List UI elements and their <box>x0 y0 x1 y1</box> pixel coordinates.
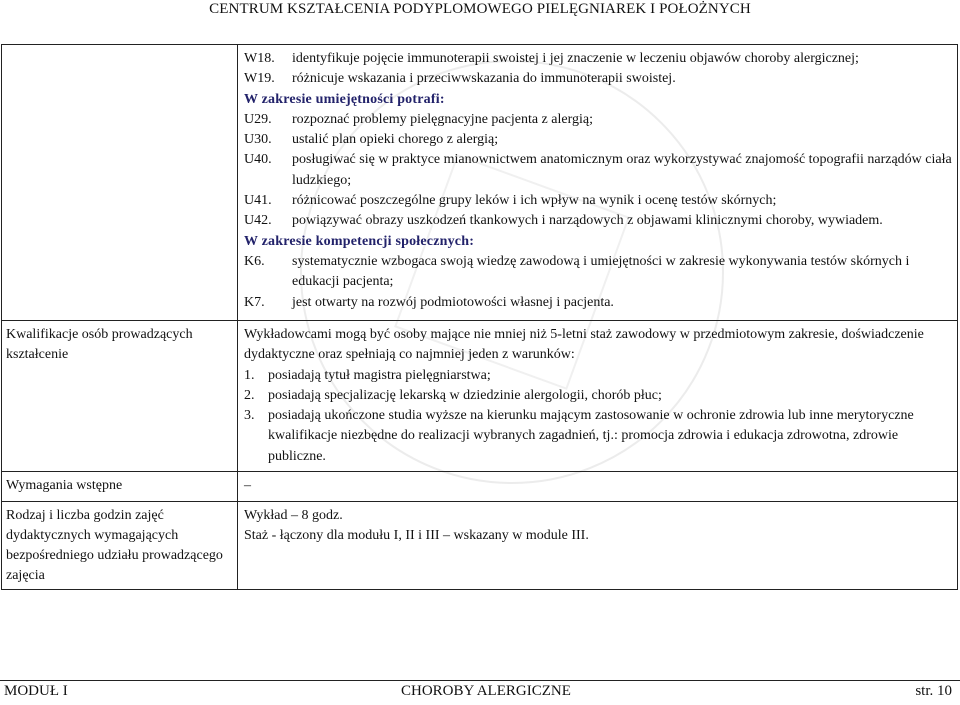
item-code: 3. <box>244 408 255 424</box>
qualifications-row <box>2 321 958 472</box>
item-text: powiązywać obrazy uszkodzeń tkankowych i narządowych z objawami klinicznymi choroby, wywiadem. <box>292 213 883 229</box>
footer-module: MODUŁ I <box>4 683 68 699</box>
skills-list <box>244 110 953 232</box>
social-heading: W zakresie kompetencji społecznych: <box>244 233 475 249</box>
item-text: jest otwarty na rozwój podmiotowości własnej i pacjenta. <box>292 294 614 310</box>
hours-row <box>2 502 958 590</box>
list-item <box>244 406 953 467</box>
hours-lecture: Wykład – 8 godz. <box>244 508 343 524</box>
social-list <box>244 252 953 313</box>
item-code: U40. <box>244 152 272 168</box>
outcomes-label-cell <box>2 45 238 321</box>
list-item <box>244 252 953 293</box>
item-text: różnicuje wskazania i przeciwwskazania do immunoterapii swoistej. <box>292 71 676 87</box>
item-text: posiadają tytuł magistra pielęgniarstwa; <box>268 367 491 383</box>
hours-label: Rodzaj i liczba godzin zajęć dydaktycznych wymagających bezpośredniego udziału prowadzącego zajęcia <box>2 502 238 590</box>
qualifications-intro: Wykładowcami mogą być osoby mające nie mniej niż 5-letni staż zawodowy w przedmiotowym zakresie, doświadczenie dydaktyczne oraz spełniają co najmniej jeden z warunków: <box>244 327 924 363</box>
skills-heading: W zakresie umiejętności potrafi: <box>244 91 445 107</box>
item-code: 1. <box>244 367 255 383</box>
requirements-row <box>2 472 958 502</box>
item-text: ustalić plan opieki chorego z alergią; <box>292 132 499 148</box>
syllabus-table <box>1 44 958 590</box>
footer-page-number: str. 10 <box>915 683 952 699</box>
requirements-value: – <box>238 472 958 502</box>
qualifications-list <box>244 366 953 467</box>
item-text: posługiwać się w praktyce mianownictwem anatomicznym oraz wykorzystywać znajomość topografii narządów ciała ludzkiego; <box>292 152 952 188</box>
hours-cell <box>238 502 958 590</box>
qualifications-label: Kwalifikacje osób prowadzących kształcenie <box>2 321 238 472</box>
item-code: K7. <box>244 294 265 310</box>
list-item <box>244 386 953 406</box>
page-header: CENTRUM KSZTAŁCENIA PODYPLOMOWEGO PIELĘGNIAREK I POŁOŻNYCH <box>209 1 751 17</box>
footer-rule <box>0 680 960 681</box>
list-item <box>244 130 953 150</box>
list-item <box>244 293 953 313</box>
list-item <box>244 366 953 386</box>
item-text: różnicować poszczególne grupy leków i ich wpływ na wynik i ocenę testów skórnych; <box>292 193 777 209</box>
qualifications-cell <box>238 321 958 472</box>
item-code: 2. <box>244 387 255 403</box>
item-text: systematycznie wzbogaca swoją wiedzę zawodową i umiejętności w zakresie wykonywania testów skórnych i edukacji pacjenta; <box>292 253 910 290</box>
item-code: U29. <box>244 111 272 127</box>
item-text: posiadają ukończone studia wyższe na kierunku mającym zastosowanie w ochronie zdrowia lub inne merytoryczne kwalifikacje niezbędne do realizacji wybranych zagadnień, tj.: promocja zdrowia i edukacja zdrowotna, zdrowie publiczne. <box>268 408 914 464</box>
list-item <box>244 49 953 69</box>
list-item <box>244 211 953 231</box>
outcomes-cell <box>238 45 958 321</box>
item-text: posiadają specjalizację lekarską w dziedzinie alergologii, chorób płuc; <box>268 387 662 403</box>
item-code: U42. <box>244 213 272 229</box>
item-code: W18. <box>244 51 275 66</box>
list-item <box>244 69 953 89</box>
requirements-label: Wymagania wstępne <box>2 472 238 502</box>
item-text: identyfikuje pojęcie immunoterapii swoistej i jej znaczenie w leczeniu objawów choroby alergicznej; <box>292 51 859 66</box>
hours-internship: Staż - łączony dla modułu I, II i III – wskazany w module III. <box>244 528 589 544</box>
item-code: K6. <box>244 253 265 269</box>
item-code: U30. <box>244 132 272 148</box>
outcomes-row <box>2 45 958 321</box>
item-text: rozpoznać problemy pielęgnacyjne pacjenta z alergią; <box>292 111 593 127</box>
item-code: W19. <box>244 71 275 87</box>
item-code: U41. <box>244 193 272 209</box>
list-item <box>244 191 953 211</box>
footer-subject: CHOROBY ALERGICZNE <box>401 683 571 699</box>
list-item <box>244 110 953 130</box>
list-item <box>244 150 953 191</box>
knowledge-list <box>244 49 953 90</box>
